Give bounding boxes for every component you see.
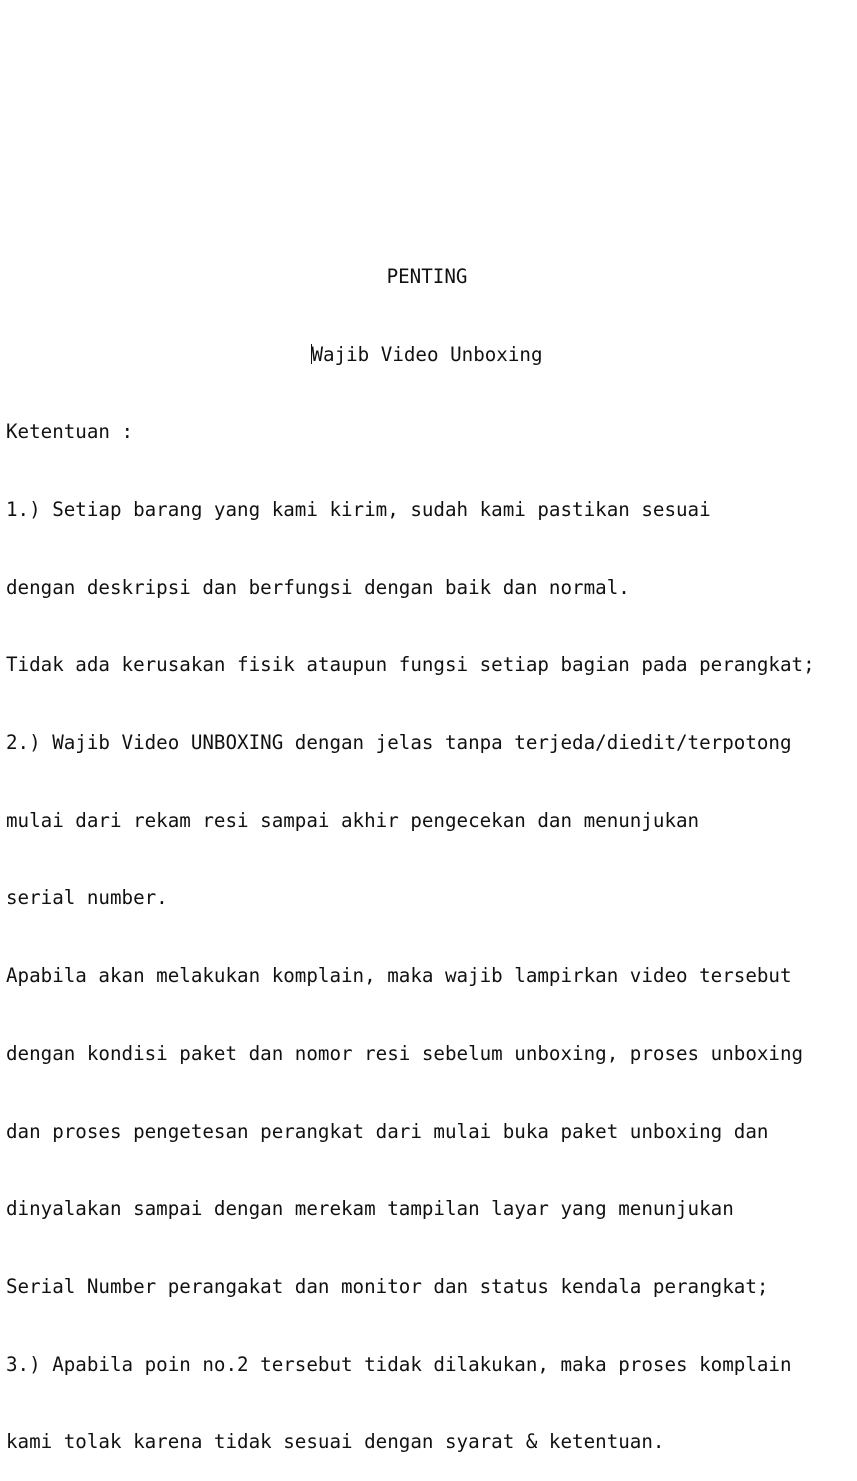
text-line: Tidak ada kerusakan fisik ataupun fungsi setiap bagian pada perangkat; — [6, 653, 815, 677]
text-line: dinyalakan sampai dengan merekam tampilan layar yang menunjukan — [6, 1197, 734, 1221]
text-line: dan proses pengetesan perangkat dari mulai buka paket unboxing dan — [6, 1119, 769, 1143]
text-line: serial number. — [6, 886, 168, 910]
document-subtitle: Wajib Video Unboxing — [311, 342, 543, 366]
document-body[interactable] — [6, 212, 854, 1481]
text-line: Apabila akan melakukan komplain, maka wajib lampirkan video tersebut — [6, 964, 792, 988]
section-heading: Ketentuan : — [6, 420, 134, 444]
text-line: 2.) Wajib Video UNBOXING dengan jelas tanpa terjeda/diedit/terpotong — [6, 731, 792, 755]
text-line: 1.) Setiap barang yang kami kirim, sudah kami pastikan sesuai — [6, 497, 711, 521]
text-line: dengan deskripsi dan berfungsi dengan baik dan normal. — [6, 575, 630, 599]
text-line: 3.) Apabila poin no.2 tersebut tidak dilakukan, maka proses komplain — [6, 1352, 792, 1376]
text-line: mulai dari rekam resi sampai akhir pengecekan dan menunjukan — [6, 808, 700, 832]
document-title: PENTING — [386, 264, 468, 288]
text-line: Serial Number perangakat dan monitor dan status kendala perangkat; — [6, 1274, 769, 1298]
text-line: dengan kondisi paket dan nomor resi sebelum unboxing, proses unboxing — [6, 1041, 804, 1065]
text-line: kami tolak karena tidak sesuai dengan syarat & ketentuan. — [6, 1430, 665, 1454]
document-subtitle-line — [6, 342, 854, 368]
